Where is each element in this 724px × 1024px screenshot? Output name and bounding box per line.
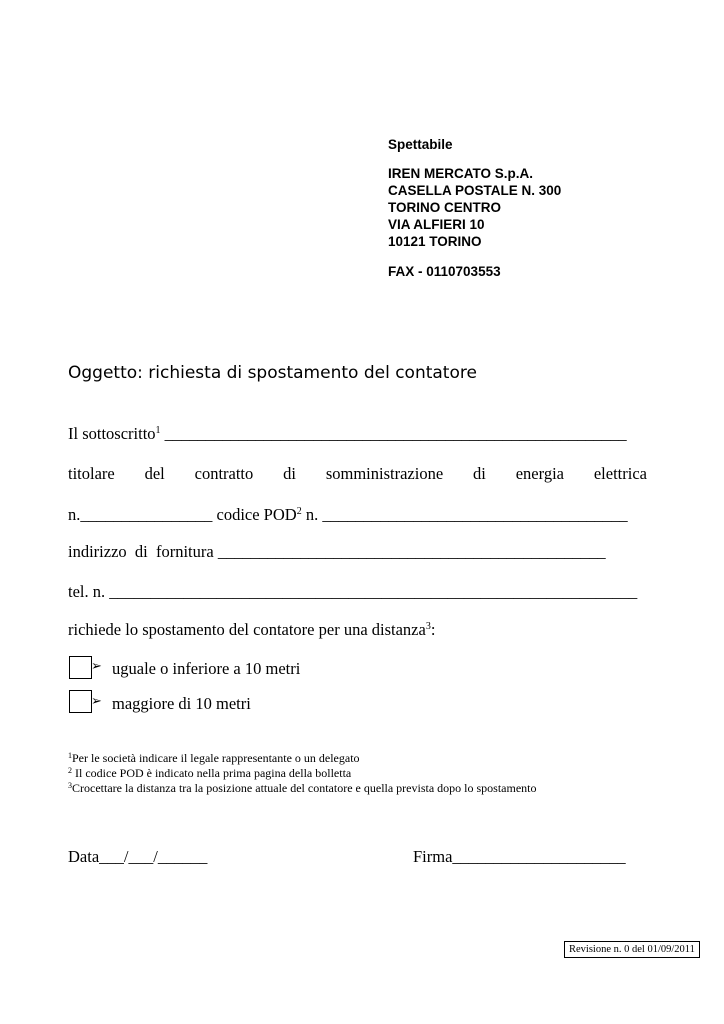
recipient-address xyxy=(388,165,561,250)
footnote-1 xyxy=(68,751,537,766)
recipient-fax: FAX - 0110703553 xyxy=(388,264,501,279)
recipient-city-center: TORINO CENTRO xyxy=(388,200,502,215)
footnote-ref-1: 1 xyxy=(155,425,161,436)
option-checkbox-over-10m[interactable] xyxy=(69,690,92,713)
contract-number-field[interactable]: ________________ xyxy=(80,505,213,524)
titolare-word: di xyxy=(473,464,486,483)
recipient-postcode-city: 10121 TORINO xyxy=(388,234,482,249)
indirizzo-field[interactable]: _______________________________________________ xyxy=(217,542,606,561)
option-checkbox-up-to-10m[interactable] xyxy=(69,656,92,679)
richiede-line xyxy=(68,620,435,640)
titolare-word: di xyxy=(283,464,296,483)
footnote-mark: 1 xyxy=(68,751,72,760)
footnote-text: Per le società indicare il legale rappresentante o un delegato xyxy=(72,751,360,765)
sottoscritto-field[interactable]: ________________________________________________________ xyxy=(164,424,627,443)
option-label-up-to-10m: uguale o inferiore a 10 metri xyxy=(112,659,301,678)
richiede-colon: : xyxy=(430,620,436,639)
arrow-bullet-icon: ➢ xyxy=(91,659,102,674)
recipient-company: IREN MERCATO S.p.A. xyxy=(388,166,534,181)
recipient-po-box: CASELLA POSTALE N. 300 xyxy=(388,183,562,198)
tel-field[interactable]: ________________________________________________________________ xyxy=(109,582,638,601)
subject-line: Oggetto: richiesta di spostamento del contatore xyxy=(68,363,477,383)
richiede-text: richiede lo spostamento del contatore per una distanza xyxy=(68,620,426,639)
sottoscritto-label: Il sottoscritto xyxy=(68,424,156,443)
pod-number-label: n. xyxy=(301,505,323,524)
recipient-street: VIA ALFIERI 10 xyxy=(388,217,485,232)
footnote-text: Crocettare la distanza tra la posizione attuale del contatore e quella prevista dopo lo spostamento xyxy=(72,781,537,795)
footnote-mark: 3 xyxy=(68,781,72,790)
titolare-word: elettrica xyxy=(593,464,647,483)
titolare-word: titolare xyxy=(68,464,115,483)
recipient-salutation: Spettabile xyxy=(388,137,453,152)
titolare-word: contratto xyxy=(194,464,254,483)
footnote-mark: 2 xyxy=(68,766,72,775)
footnote-ref-2: 2 xyxy=(296,506,302,517)
tel-line xyxy=(68,582,637,602)
arrow-bullet-icon: ➢ xyxy=(91,694,102,709)
tel-label: tel. n. xyxy=(68,582,110,601)
pod-label: codice POD xyxy=(212,505,297,524)
contract-pod-line xyxy=(68,505,628,525)
titolare-word: energia xyxy=(515,464,564,483)
titolare-word: del xyxy=(144,464,165,483)
indirizzo-line xyxy=(68,542,606,562)
option-label-over-10m: maggiore di 10 metri xyxy=(112,694,251,713)
indirizzo-label: indirizzo di fornitura xyxy=(68,542,218,561)
contract-number-label: n. xyxy=(68,505,81,524)
footnote-text: Il codice POD è indicato nella prima pagina della bolletta xyxy=(72,766,352,780)
footnote-3 xyxy=(68,781,537,796)
revision-box: Revisione n. 0 del 01/09/2011 xyxy=(564,941,700,958)
sottoscritto-line xyxy=(68,424,627,444)
titolare-line xyxy=(68,464,647,484)
pod-number-field[interactable]: _____________________________________ xyxy=(322,505,628,524)
titolare-word: somministrazione xyxy=(325,464,444,483)
footnote-ref-3: 3 xyxy=(425,621,431,632)
footnote-2 xyxy=(68,766,537,781)
signature-field[interactable]: Firma_____________________ xyxy=(413,847,626,866)
date-field[interactable]: Data___/___/______ xyxy=(68,847,208,866)
footnotes xyxy=(68,751,537,796)
